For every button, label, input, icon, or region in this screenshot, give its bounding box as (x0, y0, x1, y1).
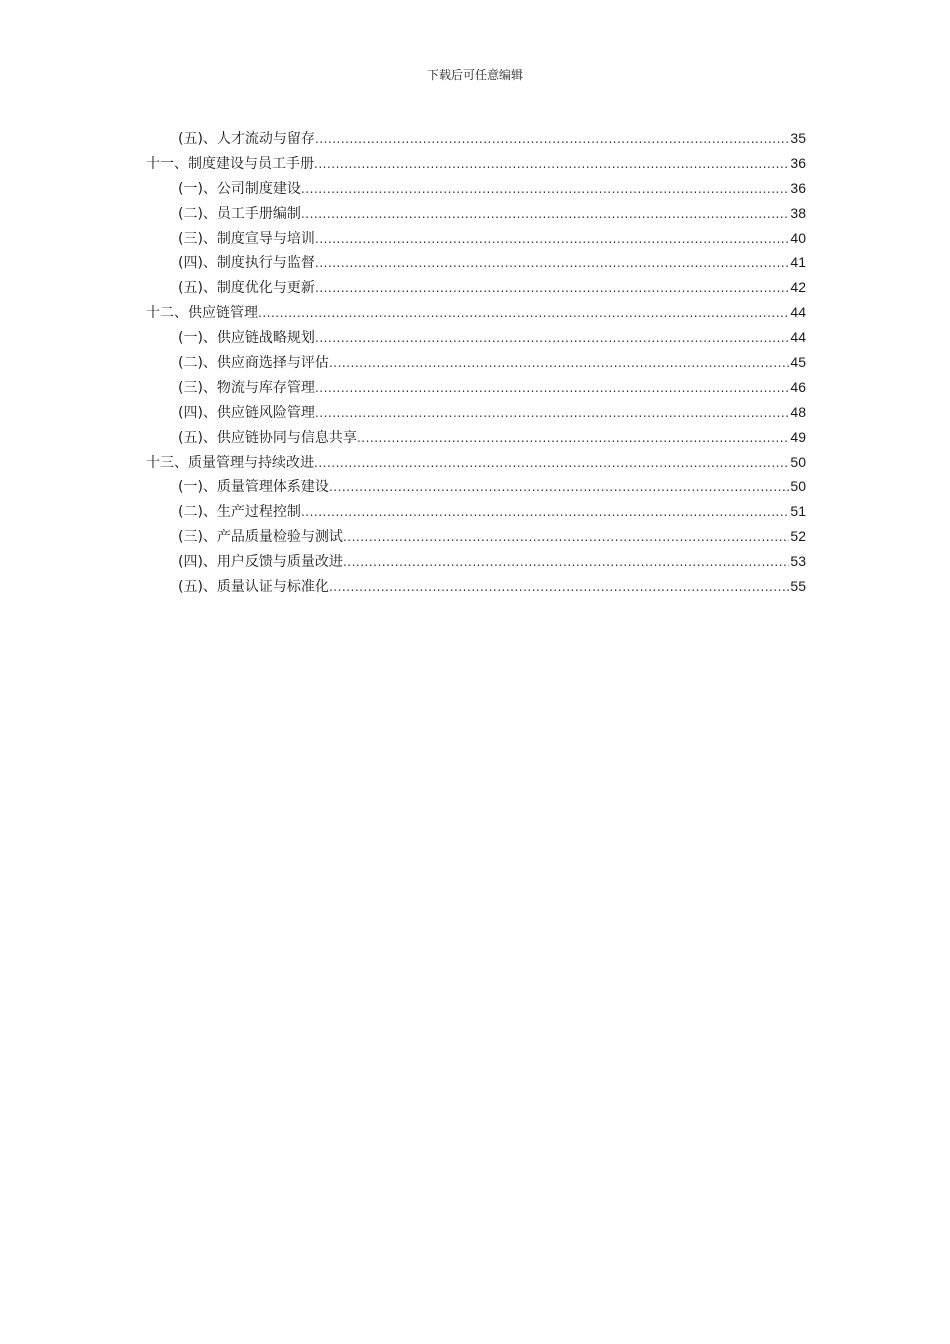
toc-entry-title: (五)、制度优化与更新 (178, 280, 315, 297)
toc-entry[interactable] (146, 400, 806, 425)
toc-page-number: 44 (790, 304, 806, 321)
toc-dot-leader (258, 301, 789, 326)
toc-entry[interactable] (146, 300, 806, 325)
toc-page-number: 42 (790, 279, 806, 296)
toc-entry-title: 十三、质量管理与持续改进 (146, 454, 314, 471)
toc-dot-leader (343, 525, 789, 550)
toc-entry-title: (三)、物流与库存管理 (178, 379, 315, 396)
toc-dot-leader (315, 401, 789, 426)
toc-entry-title: 十二、供应链管理 (146, 305, 258, 322)
toc-entry[interactable] (146, 499, 806, 524)
toc-entry-title: (五)、人才流动与留存 (178, 131, 315, 147)
toc-entry-title: (二)、供应商选择与评估 (178, 355, 329, 372)
toc-entry-title: (一)、公司制度建设 (178, 180, 301, 197)
toc-entry[interactable] (146, 275, 806, 300)
toc-entry-title: (一)、质量管理体系建设 (178, 479, 329, 496)
toc-page-number: 50 (790, 478, 806, 495)
toc-page-number: 51 (790, 503, 806, 520)
toc-page-number: 44 (790, 329, 806, 346)
toc-page-number: 40 (790, 229, 806, 246)
toc-dot-leader (314, 451, 789, 476)
toc-dot-leader (301, 177, 789, 202)
toc-entry[interactable] (146, 450, 806, 475)
toc-dot-leader (329, 575, 789, 600)
toc-dot-leader (301, 500, 789, 525)
toc-entry[interactable] (146, 350, 806, 375)
toc-dot-leader (329, 475, 789, 500)
toc-dot-leader (329, 351, 789, 376)
toc-dot-leader (315, 251, 789, 276)
toc-dot-leader (315, 376, 789, 401)
toc-dot-leader (315, 326, 789, 351)
toc-entry[interactable] (146, 201, 806, 226)
toc-dot-leader (315, 276, 789, 301)
toc-entry[interactable] (146, 474, 806, 499)
page-header: 下载后可任意编辑 (426, 68, 523, 82)
toc-entry-title: (五)、供应链协同与信息共享 (178, 429, 357, 446)
toc-entry[interactable] (146, 549, 806, 574)
toc-entry[interactable] (146, 126, 806, 151)
toc-page-number: 53 (790, 553, 806, 570)
toc-entry[interactable] (146, 375, 806, 400)
toc-entry-title: (四)、制度执行与监督 (178, 255, 315, 272)
toc-entry-title: 十一、制度建设与员工手册 (146, 155, 314, 172)
toc-dot-leader (343, 550, 789, 575)
toc-entry-title: (四)、供应链风险管理 (178, 404, 315, 421)
toc-entry[interactable] (146, 574, 806, 599)
toc-entry[interactable] (146, 524, 806, 549)
toc-page-number: 48 (790, 403, 806, 420)
toc-dot-leader (301, 202, 789, 227)
toc-page-number: 45 (790, 354, 806, 371)
toc-entry-title: (四)、用户反馈与质量改进 (178, 554, 343, 571)
toc-entry[interactable] (146, 151, 806, 176)
toc-page-number: 41 (790, 254, 806, 271)
toc-page-number: 52 (790, 528, 806, 545)
toc-page-number: 35 (790, 130, 806, 146)
table-of-contents (146, 126, 806, 599)
toc-entry-title: (三)、产品质量检验与测试 (178, 529, 343, 546)
toc-entry[interactable] (146, 250, 806, 275)
toc-entry[interactable] (146, 425, 806, 450)
toc-page-number: 36 (790, 179, 806, 196)
toc-dot-leader (314, 152, 789, 177)
toc-page-number: 55 (790, 578, 806, 595)
toc-entry-title: (二)、员工手册编制 (178, 205, 301, 222)
toc-page-number: 38 (790, 204, 806, 221)
toc-entry-title: (三)、制度宣导与培训 (178, 230, 315, 247)
toc-entry[interactable] (146, 226, 806, 251)
toc-entry-title: (一)、供应链战略规划 (178, 330, 315, 347)
toc-dot-leader (315, 127, 789, 152)
toc-page-number: 49 (790, 428, 806, 445)
toc-dot-leader (315, 227, 789, 252)
toc-page-number: 50 (790, 453, 806, 470)
toc-entry-title: (二)、生产过程控制 (178, 504, 301, 521)
toc-entry[interactable] (146, 325, 806, 350)
toc-entry-title: (五)、质量认证与标准化 (178, 579, 329, 596)
toc-entry[interactable] (146, 176, 806, 201)
toc-dot-leader (357, 426, 789, 451)
toc-page-number: 36 (790, 154, 806, 171)
toc-page-number: 46 (790, 378, 806, 395)
